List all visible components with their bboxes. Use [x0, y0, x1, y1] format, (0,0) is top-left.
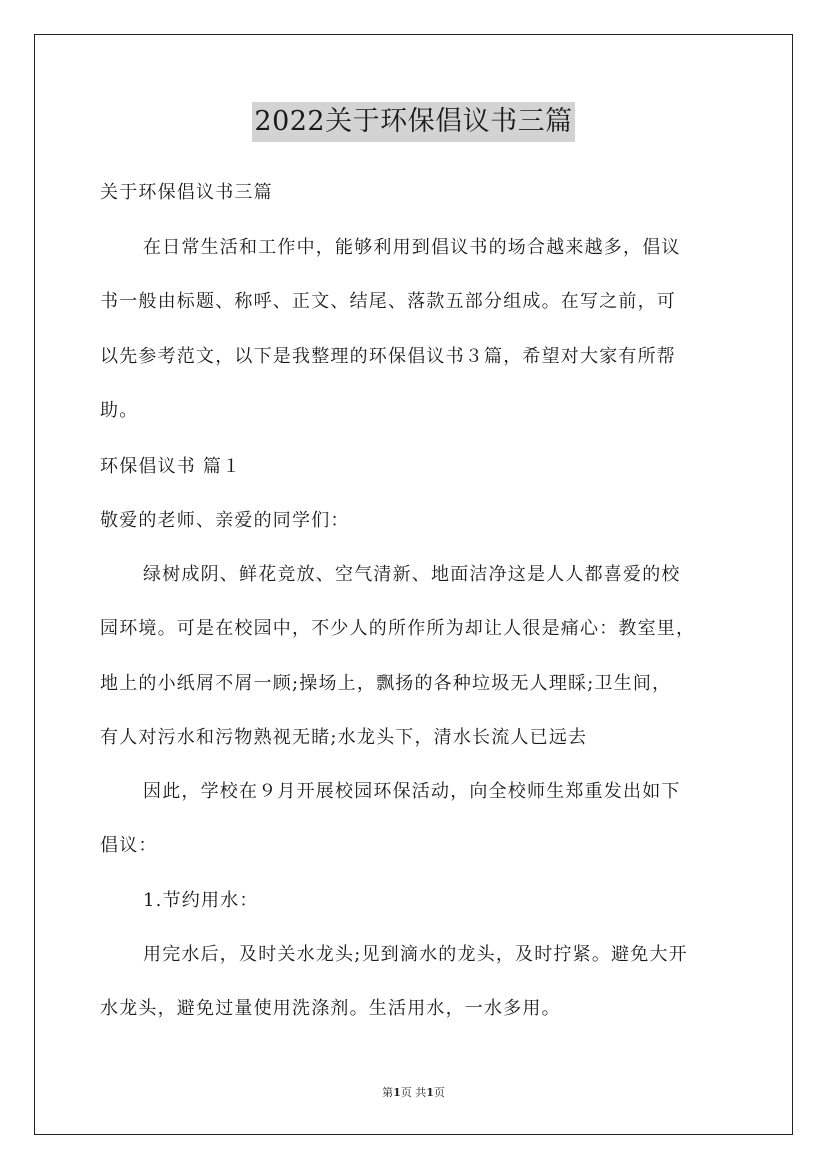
footer-page-prefix: 第: [382, 1086, 394, 1099]
salutation-line: 敬爱的老师、亲爱的同学们：: [100, 510, 350, 531]
paragraph-line: 以先参考范文，以下是我整理的环保倡议书３篇，希望对大家有所帮: [100, 346, 676, 367]
section-heading: 环保倡议书 篇１: [100, 456, 242, 477]
paragraph-line: 地上的小纸屑不屑一顾;操场上，飘扬的各种垃圾无人理睬;卫生间，: [100, 673, 672, 694]
paragraph-line: 助。: [100, 400, 139, 421]
title-container: [0, 102, 827, 142]
document-title: 2022关于环保倡议书三篇: [252, 102, 574, 142]
paragraph-line: 绿树成阴、鲜花竞放、空气清新、地面洁净这是人人都喜爱的校: [143, 564, 681, 585]
paragraph-line: 用完水后，及时关水龙头;见到滴水的龙头，及时拧紧。避免大开: [143, 944, 688, 965]
page-footer: [0, 1084, 827, 1100]
paragraph-line: 园环境。可是在校园中，不少人的所作所为却让人很是痛心：教室里，: [100, 618, 696, 639]
footer-page-suffix: 页: [433, 1086, 445, 1099]
footer-page-mid: 页 共: [400, 1086, 427, 1099]
paragraph-line: 水龙头，避免过量使用洗涤剂。生活用水，一水多用。: [100, 998, 561, 1019]
paragraph-line: 倡议：: [100, 835, 158, 856]
footer-page-number: 1: [393, 1086, 401, 1099]
paragraph-line: 有人对污水和污物熟视无睹;水龙头下，清水长流人已远去: [100, 727, 588, 748]
paragraph-line: 在日常生活和工作中，能够利用到倡议书的场合越来越多，倡议: [143, 237, 681, 258]
subtitle-line: 关于环保倡议书三篇: [100, 182, 273, 203]
paragraph-line: 书一般由标题、称呼、正文、结尾、落款五部分组成。在写之前，可: [100, 291, 676, 312]
list-item-heading: 1.节约用水：: [143, 890, 259, 911]
paragraph-line: 因此，学校在９月开展校园环保活动，向全校师生郑重发出如下: [143, 781, 681, 802]
footer-page-total: 1: [426, 1086, 434, 1099]
